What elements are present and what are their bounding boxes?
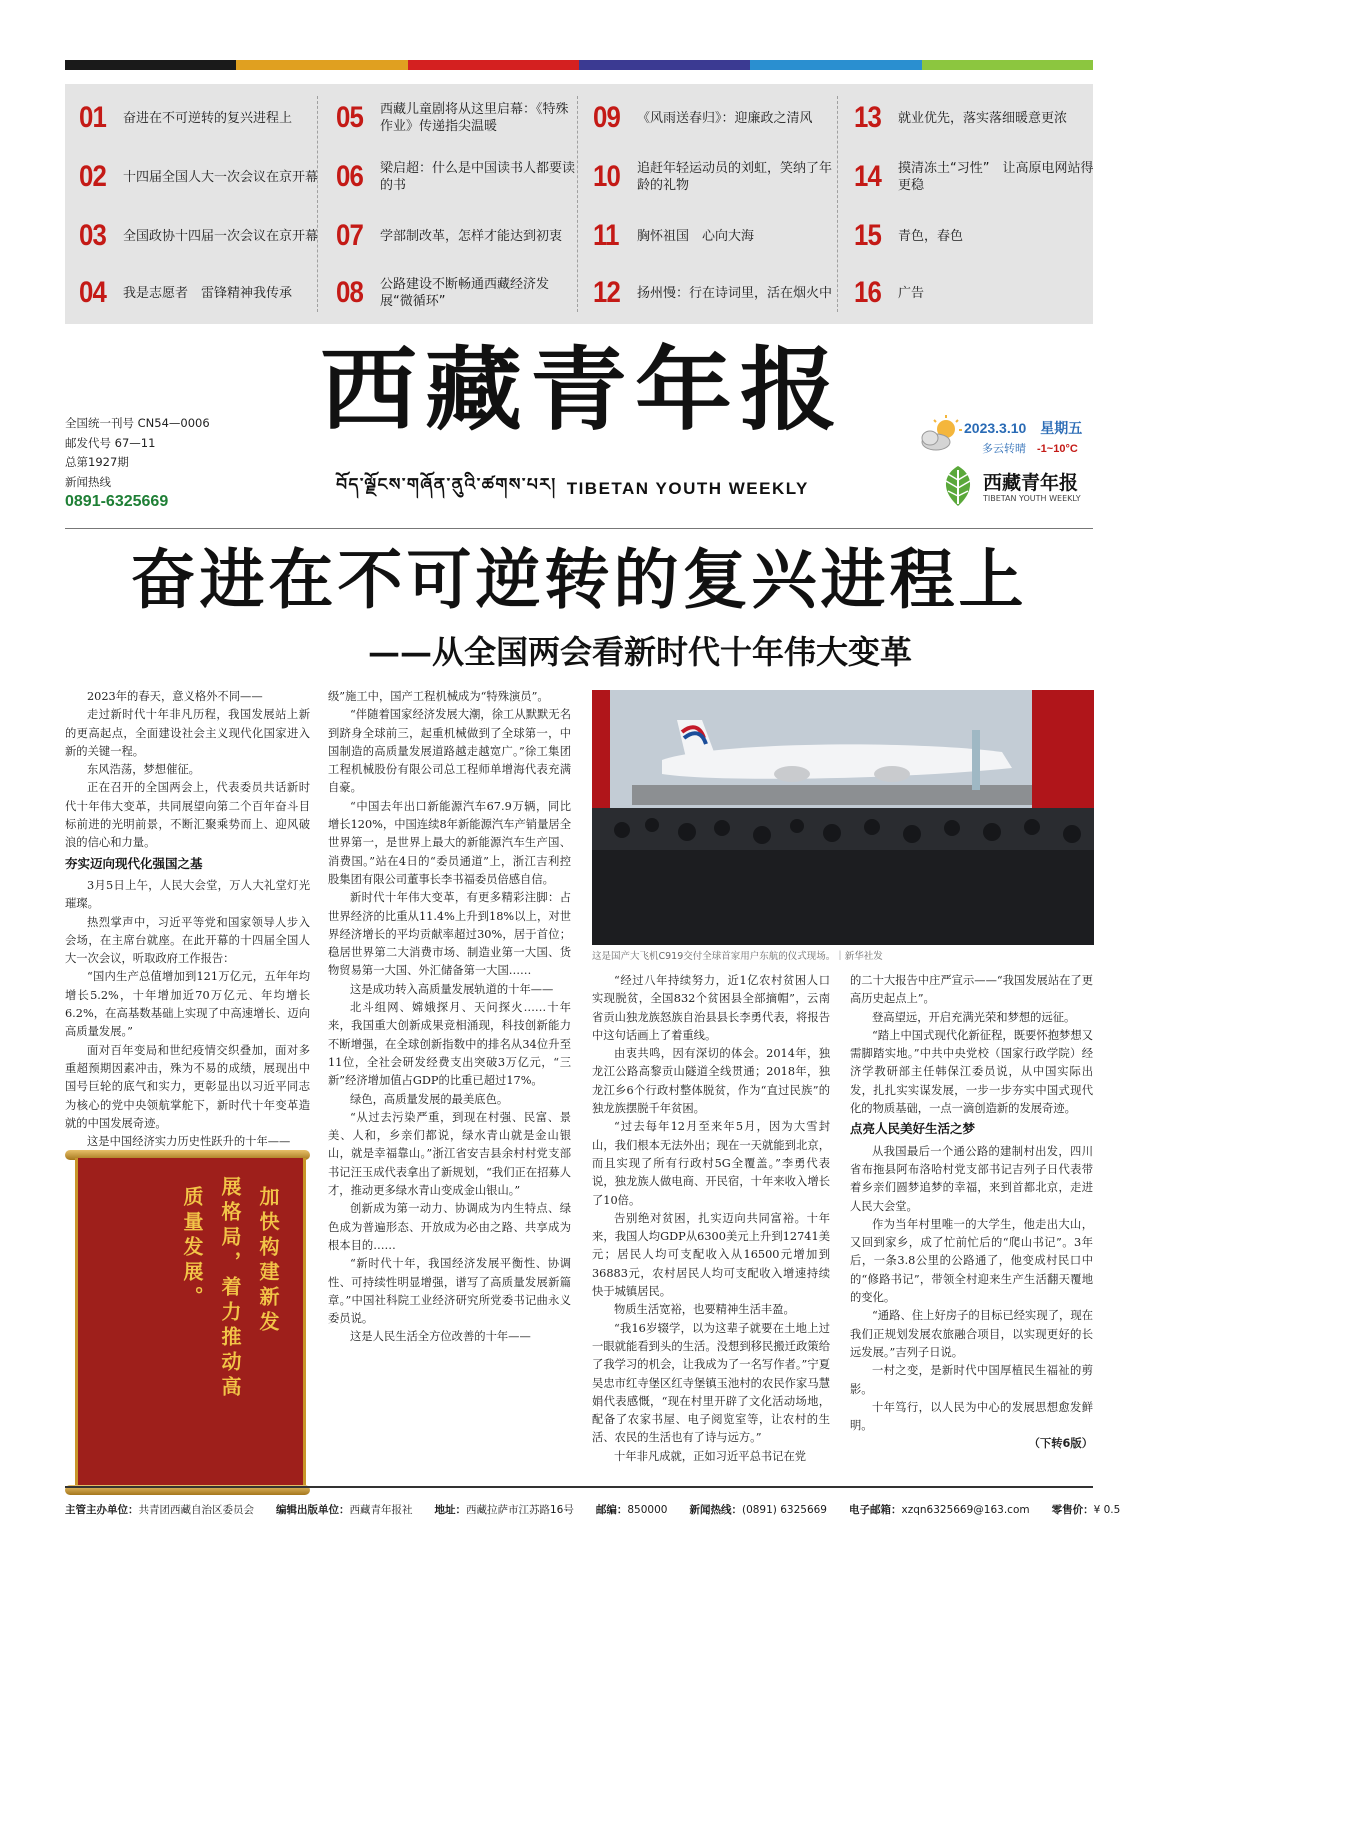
color-segment <box>65 60 236 70</box>
paragraph: 由衷共鸣，因有深切的体会。2014年，独龙江公路高黎贡山隧道全线贯通；2018年，独龙江乡6个行政村整体脱贫，作为“直过民族”的独龙族摆脱千年贫困。 <box>592 1047 830 1116</box>
toc-item[interactable] <box>336 208 576 264</box>
toc-column <box>840 84 1097 324</box>
table-of-contents <box>65 84 1093 324</box>
toc-item[interactable] <box>593 265 833 321</box>
paragraph: “中国去年出口新能源汽车67.9万辆，同比增长120%，中国连续8年新能源汽车产销量居全世界第一，是世界上最大的新能源汽车生产国、消费国。”站在4日的“委员通道”上，浙江吉利控股集团有限公司董事长李书福委员倍感自信。 <box>328 799 571 886</box>
paragraph: 登高望远，开启充满光荣和梦想的远征。 <box>872 1010 1076 1024</box>
toc-title: 广告 <box>898 285 925 301</box>
toc-divider <box>837 96 838 312</box>
toc-page-number: 09 <box>593 101 620 134</box>
toc-title: 就业优先，落实落细暖意更浓 <box>898 110 1068 126</box>
section-heading: 点亮人民美好生活之梦 <box>850 1121 976 1137</box>
slogan-line: 质量发展。 <box>180 1186 204 1311</box>
toc-item[interactable] <box>593 149 833 205</box>
issue-number: 总第1927期 <box>65 455 129 469</box>
section-heading: 夯实迈向现代化强国之基 <box>65 855 203 871</box>
color-bar <box>65 60 1093 70</box>
toc-divider <box>577 96 578 312</box>
footer-label: 电子邮箱： <box>848 1503 902 1516</box>
price: ¥ 0.5 <box>1093 1503 1121 1516</box>
paragraph: 从我国最后一个通公路的建制村出发，四川省布拖县阿布洛哈村党支部书记吉列子日代表带着乡亲们圆梦追梦的幸福，来到首都北京，走进人民大会堂。 <box>850 1144 1093 1213</box>
issue-date: 2023.3.10 星期五 <box>964 420 1083 436</box>
footer-label: 新闻热线： <box>689 1503 742 1516</box>
postcode: 850000 <box>627 1503 668 1516</box>
paragraph: 2023年的春天，意义格外不同—— <box>87 690 263 703</box>
paragraph: 十年非凡成就，正如习近平总书记在党 <box>614 1449 807 1463</box>
paragraph: 这是中国经济实力历史性跃升的十年—— <box>87 1135 291 1149</box>
toc-title: 奋进在不可逆转的复兴进程上 <box>123 110 293 126</box>
divider <box>65 528 1093 529</box>
news-photo <box>592 690 1094 945</box>
logo-text: 西藏青年报 <box>983 472 1079 494</box>
toc-page-number: 01 <box>79 101 106 134</box>
sun-cloud-icon <box>918 414 966 454</box>
toc-page-number: 14 <box>854 160 881 193</box>
footer-divider <box>65 1486 1093 1488</box>
paragraph: 十年笃行，以人民为中心的发展思想愈发鲜明。 <box>850 1400 1093 1433</box>
toc-item[interactable] <box>854 208 1094 264</box>
color-segment <box>750 60 921 70</box>
paragraph: 创新成为第一动力、协调成为内生特点、绿色成为普遍形态、开放成为必由之路、共享成为根本目的…… <box>328 1202 571 1252</box>
color-segment <box>408 60 579 70</box>
paragraph: “通路、住上好房子的目标已经实现了，现在我们正规划发展农旅融合项目，以实现更好的长远发展。”吉列子日说。 <box>850 1309 1093 1359</box>
paragraph: 告别绝对贫困，扎实迈向共同富裕。十年来，我国人均GDP从6300美元上升到12741美元；居民人均可支配收入从16500元增加到36883元，农村居民人均可支配收入增速持续快于城镇居民。 <box>592 1211 830 1299</box>
english-title: TIBETAN YOUTH WEEKLY <box>566 479 809 498</box>
color-segment <box>236 60 407 70</box>
toc-column <box>65 84 322 324</box>
slogan-line: 加快构建新发 <box>256 1186 280 1336</box>
paragraph: 级”施工中，国产工程机械成为“特殊演员”。 <box>328 690 549 703</box>
article-column-3 <box>592 972 830 1466</box>
footer-label: 编辑出版单位： <box>276 1503 350 1516</box>
paragraph: “我16岁辍学，以为这辈子就要在土地上过一眼就能看到头的生活。没想到移民搬迁政策给了我学习的机会，让我成为了一名写作者。”宁夏吴忠市红寺堡区红寺堡镇玉池村的农民作家马慧娟代表感慨，“现在村里开辟了文化活动场地，配备了农家书屋、电子阅览室等，让农村的生活、农民的生活也有了诗与远方。” <box>592 1321 830 1445</box>
paragraph: 面对百年变局和世纪疫情交织叠加，面对多重超预期因素冲击，殊为不易的成绩，展现出中国号巨轮的底气和实力，更彰显出以习近平同志为核心的党中央领航掌舵下，新时代十年变革造就的中国发展奇迹。 <box>65 1043 310 1130</box>
address: 西藏拉萨市江苏路16号 <box>466 1503 574 1516</box>
paragraph: “踏上中国式现代化新征程，既要怀抱梦想又需脚踏实地。”中共中央党校（国家行政学院）经济学教研部主任韩保江委员说，从中国实际出发，扎扎实实谋发展，一步一步夯实中国式现代化的物质基础，一点一滴创造新的发展奇迹。 <box>850 1028 1093 1116</box>
paragraph: 作为当年村里唯一的大学生，他走出大山，又回到家乡，成了忙前忙后的“爬山书记”。3年后，一条3.8公里的公路通了，他变成村民口中的“修路书记”，带领全村迎来生产生活翻天覆地的变化。 <box>850 1217 1093 1305</box>
toc-item[interactable] <box>79 265 319 321</box>
toc-title: 《风雨送春归》：迎廉政之清风 <box>637 110 813 126</box>
publication-number: 全国统一刊号 CN54—0006 <box>65 416 210 430</box>
toc-item[interactable] <box>79 208 319 264</box>
toc-title: 胸怀祖国 心向大海 <box>637 228 755 244</box>
toc-item[interactable] <box>79 149 319 205</box>
toc-title: 学部制改革，怎样才能达到初衷 <box>380 228 563 244</box>
toc-page-number: 16 <box>854 276 881 309</box>
paragraph: 绿色，高质量发展的最美底色。 <box>350 1092 509 1106</box>
toc-page-number: 06 <box>336 160 363 193</box>
toc-title: 扬州慢：行在诗词里，活在烟火中 <box>637 285 833 301</box>
masthead-subtitle <box>300 474 845 504</box>
hotline-number: 0891-6325669 <box>65 493 169 510</box>
newspaper-title: 西藏青年报 <box>320 336 845 443</box>
toc-page-number: 11 <box>593 219 619 252</box>
toc-title: 青色，春色 <box>898 228 964 244</box>
article-column-2 <box>328 688 571 1347</box>
toc-title: 公路建设不断畅通西藏经济发展“微循环” <box>380 277 550 309</box>
toc-page-number: 02 <box>79 160 106 193</box>
color-segment <box>922 60 1093 70</box>
toc-column <box>322 84 579 324</box>
paragraph: 物质生活宽裕，也要精神生活丰盈。 <box>614 1303 795 1317</box>
toc-page-number: 07 <box>336 219 363 252</box>
paragraph: 这是成功转入高质量发展轨道的十年—— <box>350 982 554 996</box>
continued-note: （下转6版） <box>1028 1437 1093 1451</box>
publication-info <box>65 414 210 512</box>
paragraph: “经过八年持续努力，近1亿农村贫困人口实现脱贫，全国832个贫困县全部摘帽”，云南省贡山独龙族怒族自治县县长李勇代表，将报告中这句话画上了着重线。 <box>592 974 830 1042</box>
paragraph: “伴随着国家经济发展大潮，徐工从默默无名到跻身全球前三，起重机械做到了全球第一，中国制造的高质量发展道路越走越宽广。”徐工集团工程机械股份有限公司总工程师单增海代表充满自豪。 <box>328 708 571 795</box>
toc-item[interactable] <box>336 90 576 146</box>
toc-page-number: 15 <box>854 219 881 252</box>
slogan-line: 展格局，着力推动高 <box>218 1176 242 1401</box>
toc-page-number: 03 <box>79 219 106 252</box>
footer-hotline: (0891) 6325669 <box>741 1503 827 1516</box>
toc-title: 我是志愿者 雷锋精神我传承 <box>123 285 293 301</box>
logo-subtitle: TIBETAN YOUTH WEEKLY <box>983 494 1081 503</box>
footer-label: 地址： <box>434 1503 466 1516</box>
paragraph: 正在召开的全国两会上，代表委员共话新时代十年伟大变革，共同展望向第二个百年奋斗目标前进的光明前景，不断汇聚乘势而上、迎风破浪的信心和力量。 <box>65 781 310 850</box>
footer-label: 零售价： <box>1051 1503 1094 1516</box>
weather-condition: 多云转晴 <box>982 442 1026 455</box>
toc-title: 十四届全国人大一次会议在京开幕 <box>123 169 319 185</box>
toc-item[interactable] <box>593 208 833 264</box>
hotline-label: 新闻热线 <box>65 474 111 489</box>
toc-title: 梁启超：什么是中国读书人都要读的书 <box>380 161 576 193</box>
paragraph: 东风浩荡，梦想催征。 <box>87 763 200 777</box>
toc-page-number: 05 <box>336 101 363 134</box>
article-column-4 <box>850 972 1093 1454</box>
paragraph: “从过去污染严重，到现在村强、民富、景美、人和，乡亲们都说，绿水青山就是金山银山，就是幸福靠山。”浙江省安吉县余村村党支部书记汪玉成代表拿出了新规划，“我们正在招募人才，推动更多绿水青山变成金山银山。” <box>328 1110 572 1198</box>
toc-page-number: 13 <box>854 101 881 134</box>
paragraph: 的二十大报告中庄严宣示——“我国发展站在了更高历史起点上”。 <box>850 974 1094 1006</box>
leaf-logo-icon <box>938 464 978 508</box>
sub-headline: ——从全国两会看新时代十年伟大变革 <box>367 633 912 671</box>
slogan-scroll <box>65 1150 310 1495</box>
weather <box>982 440 1078 456</box>
editor: 西藏青年报社 <box>349 1503 413 1516</box>
toc-item[interactable] <box>336 265 576 321</box>
paragraph: “过去每年12月至来年5月，因为大雪封山，我们根本无法外出；现在一天就能到北京，而且实现了所有行政村5G全覆盖。”李勇代表说，独龙族人做电商、开民宿，十年来收入增长了10倍。 <box>592 1120 830 1207</box>
toc-item[interactable] <box>854 265 1094 321</box>
paragraph: 一村之变，是新时代中国厚植民生福祉的剪影。 <box>850 1364 1093 1396</box>
toc-divider <box>317 96 318 312</box>
paragraph: 新时代十年伟大变革，有更多精彩注脚：占世界经济的比重从11.4%上升到18%以上，对世界经济增长的平均贡献率超过30%，居于首位；稳居世界第二大消费市场、制造业第一大国、货物贸易第一大国、外汇储备第一大国…… <box>328 891 571 978</box>
toc-title: 追赶年轻运动员的刘虹，笑纳了年龄的礼物 <box>637 161 833 193</box>
paragraph: 这是人民生活全方位改善的十年—— <box>350 1330 531 1344</box>
footer-label: 邮编： <box>595 1503 628 1516</box>
footer <box>65 1498 1121 1520</box>
paragraph: “国内生产总值增加到121万亿元，五年年均增长5.2%，十年增加近70万亿元、年均增长6.2%，在高基数基础上实现了中高速增长、迈向高质量发展。” <box>65 970 310 1039</box>
scroll-panel <box>75 1158 306 1488</box>
toc-item[interactable] <box>79 90 319 146</box>
toc-title: 全国政协十四届一次会议在京开幕 <box>123 228 319 244</box>
paragraph: 热烈掌声中，习近平等党和国家领导人步入会场，在主席台就座。在此开幕的十四届全国人大一次会议，听取政府工作报告： <box>65 915 310 966</box>
toc-page-number: 10 <box>593 160 620 193</box>
footer-label: 主管主办单位： <box>65 1503 139 1516</box>
main-headline: 奋进在不可逆转的复兴进程上 <box>130 543 1028 618</box>
toc-title: 西藏儿童剧将从这里启幕：《特殊作业》传递指尖温暖 <box>380 102 569 134</box>
toc-page-number: 12 <box>593 276 620 309</box>
email[interactable]: xzqn6325669@163.com <box>901 1503 1030 1516</box>
postal-code-line: 邮发代号 67—11 <box>65 435 156 450</box>
toc-title: 摸清冻土“习性” 让高原电网站得更稳 <box>898 161 1094 193</box>
paragraph: 北斗组网、嫦娥探月、天问探火……十年来，我国重大创新成果竞相涌现，科技创新能力不断增强，在全球创新指数中的排名从34位升至11位，全社会研发经费支出突破3万亿元，“三新”经济增加值占GDP的比重已超过17%。 <box>328 1001 571 1088</box>
temperature: -1~10°C <box>1037 443 1078 455</box>
toc-page-number: 08 <box>336 276 363 309</box>
color-segment <box>579 60 750 70</box>
sponsor: 共青团西藏自治区委员会 <box>138 1503 254 1516</box>
toc-item[interactable] <box>854 90 1094 146</box>
paragraph: “新时代十年，我国经济发展平衡性、协调性、可持续性明显增强，谱写了高质量发展新篇章。”中国社科院工业经济研究所党委书记曲永义委员说。 <box>328 1257 571 1326</box>
paragraph: 走过新时代十年非凡历程，我国发展站上新的更高起点，全面建设社会主义现代化国家进入新的关键一程。 <box>65 708 310 758</box>
tibetan-title: བོད་ལྗོངས་གཞོན་ནུའི་ཚགས་པར། <box>336 475 557 495</box>
article-column-1 <box>65 688 310 1170</box>
paragraph: 3月5日上午，人民大会堂，万人大礼堂灯光璀璨。 <box>65 878 310 911</box>
toc-item[interactable] <box>593 90 833 146</box>
toc-item[interactable] <box>336 149 576 205</box>
toc-column <box>579 84 836 324</box>
photo-caption: 这是国产大飞机C919交付全球首家用户东航的仪式现场。｜新华社发 <box>592 951 883 962</box>
toc-page-number: 04 <box>79 276 106 309</box>
toc-item[interactable] <box>854 149 1094 205</box>
